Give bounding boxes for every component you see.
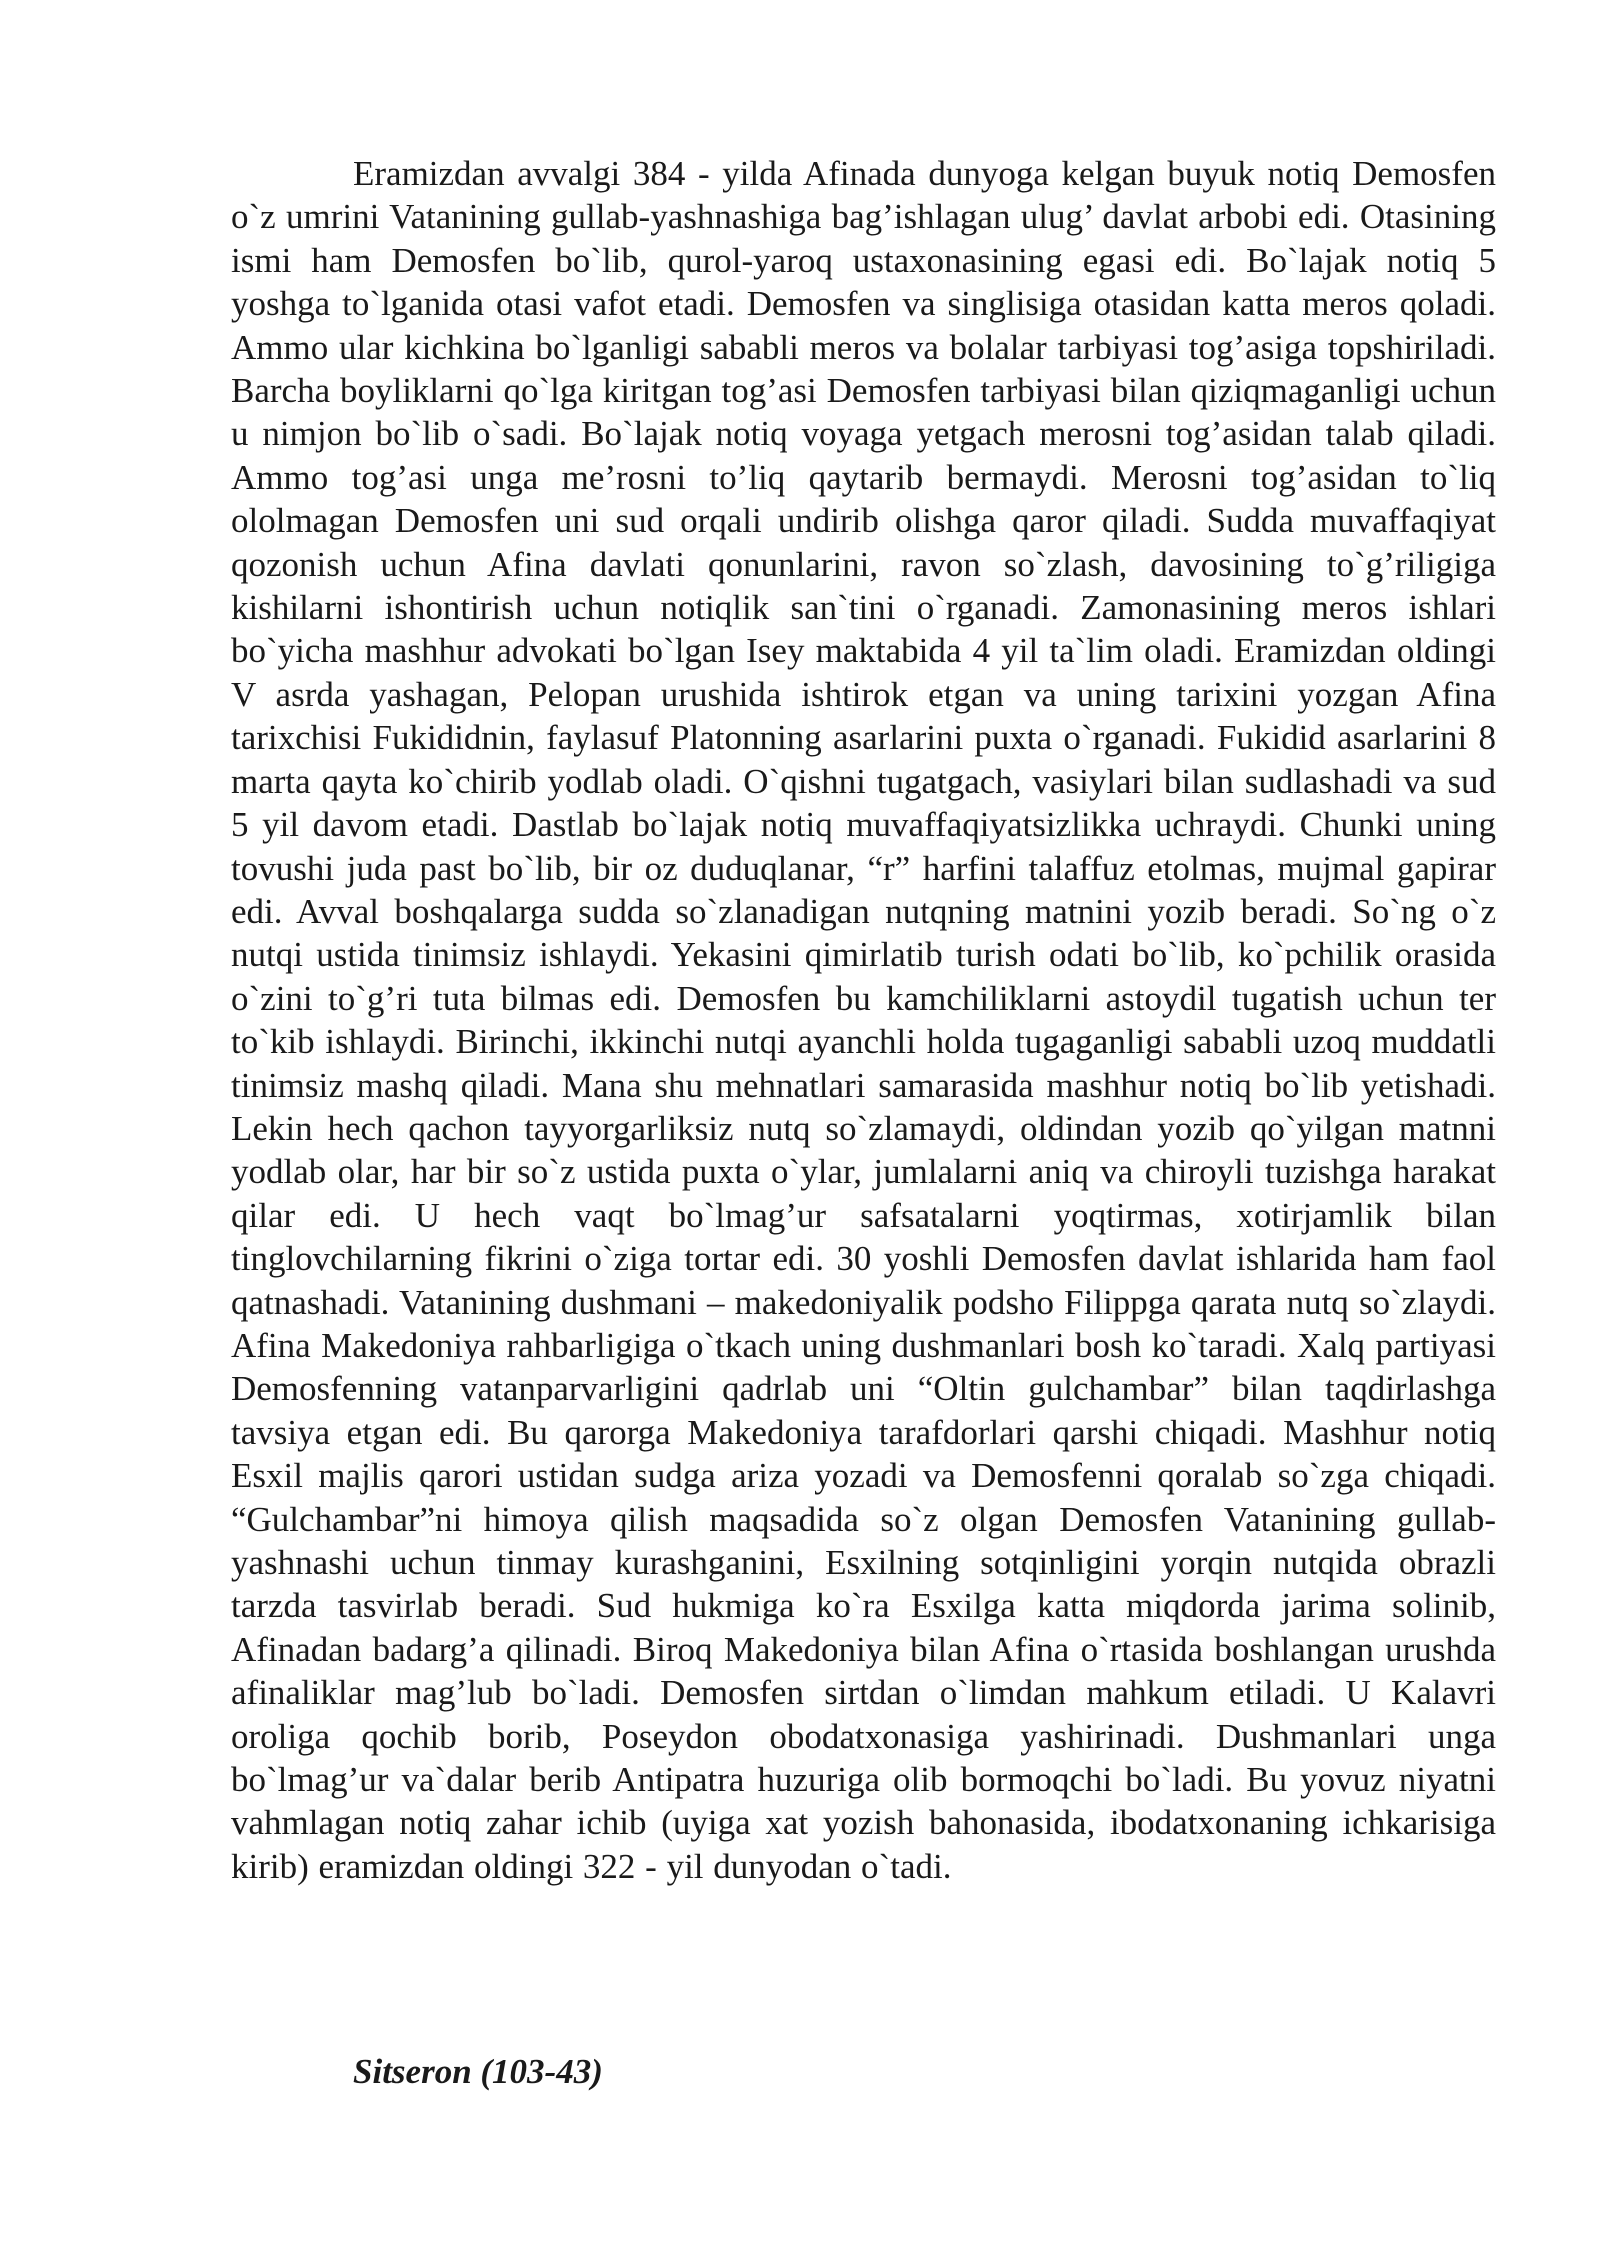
section-heading: Sitseron (103-43) [353, 2052, 603, 2091]
body-paragraph: Eramizdan avvalgi 384 - yilda Afinada dunyoga kelgan buyuk notiq Demosfen o`z umrini Vatanining gullab-yashnashiga bag’ishlagan ulug’ davlat arbobi edi. Otasining ismi ham Demosfen bo`lib, qurol-yaroq ustaxonasining egasi edi. Bo`lajak notiq 5 yoshga to`lganida otasi vafot etadi. Demosfen va singlisiga otasidan katta meros qoladi. Ammo ular kichkina bo`lganligi sababli meros va bolalar tarbiyasi tog’asiga topshiriladi. Barcha boyliklarni qo`lga kiritgan tog’asi Demosfen tarbiyasi bilan qiziqmaganligi uchun u nimjon bo`lib o`sadi. Bo`lajak notiq voyaga yetgach merosni tog’asidan talab qiladi. Ammo tog’asi unga me’rosni to’liq qaytarib bermaydi. Merosni tog’asidan to`liq ololmagan Demosfen uni sud orqali undirib olishga qaror qiladi. Sudda muvaffaqiyat qozonish uchun Afina davlati qonunlarini, ravon so`zlash, davosining to`g’riligiga kishilarni ishontirish uchun notiqlik san`tini o`rganadi. Zamonasining meros ishlari bo`yicha mashhur advokati bo`lgan Isey maktabida 4 yil ta`lim oladi. Eramizdan oldingi V asrda yashagan, Pelopan urushida ishtirok etgan va uning tarixini yozgan Afina tarixchisi Fukididnin, faylasuf Platonning asarlarini puxta o`rganadi. Fukidid asarlarini 8 marta qayta ko`chirib yodlab oladi. O`qishni tugatgach, vasiylari bilan sudlashadi va sud 5 yil davom etadi. Dastlab bo`lajak notiq muvaffaqiyatsizlikka uchraydi. Chunki uning tovushi juda past bo`lib, bir oz duduqlanar, “r” harfini talaffuz etolmas, mujmal gapirar edi. Avval boshqalarga sudda so`zlanadigan nutqning matnini yozib beradi. So`ng o`z nutqi ustida tinimsiz ishlaydi. Yekasini qimirlatib turish odati bo`lib, ko`pchilik orasida o`zini to`g’ri tuta bilmas edi. Demosfen bu kamchiliklarni astoydil tugatish uchun ter to`kib ishlaydi. Birinchi, ikkinchi nutqi ayanchli holda tugaganligi sababli uzoq muddatli tinimsiz mashq qiladi. Mana shu mehnatlari samarasida mashhur notiq bo`lib yetishadi. Lekin hech qachon tayyorgarliksiz nutq so`zlamaydi, oldindan yozib qo`yilgan matnni yodlab olar, har bir so`z ustida puxta o`ylar, jumlalarni aniq va chiroyli tuzishga harakat qilar edi. U hech vaqt bo`lmag’ur safsatalarni yoqtirmas, xotirjamlik bilan tinglovchilarning fikrini o`ziga tortar edi. 30 yoshli Demosfen davlat ishlarida ham faol qatnashadi. Vatanining dushmani – makedoniyalik podsho Filippga qarata nutq so`zlaydi. Afina Makedoniya rahbarligiga o`tkach uning dushmanlari bosh ko`taradi. Xalq partiyasi Demosfenning vatanparvarligini qadrlab uni “Oltin gulchambar” bilan taqdirlashga tavsiya etgan edi. Bu qarorga Makedoniya tarafdorlari qarshi chiqadi. Mashhur notiq Esxil majlis qarori ustidan sudga ariza yozadi va Demosfenni qoralab so`zga chiqadi. “Gulchambar”ni himoya qilish maqsadida so`z olgan Demosfen Vatanining gullab-yashnashi uchun tinmay kurashganini, Esxilning sotqinligini yorqin nutqida obrazli tarzda tasvirlab beradi. Sud hukmiga ko`ra Esxilga katta miqdorda jarima solinib, Afinadan badarg’a qilinadi. Biroq Makedoniya bilan Afina o`rtasida boshlangan urushda afinaliklar mag’lub bo`ladi. Demosfen sirtdan o`limdan mahkum etiladi. U Kalavri oroliga qochib borib, Poseydon obodatxonasiga yashirinadi. Dushmanlari unga bo`lmag’ur va`dalar berib Antipatra huzuriga olib bormoqchi bo`ladi. Bu yovuz niyatni vahmlagan notiq zahar ichib (uyiga xat yozish bahonasida, ibodatxonaning ichkarisiga kirib) eramizdan oldingi 322 - yil dunyodan o`tadi. [231, 154, 1496, 1886]
